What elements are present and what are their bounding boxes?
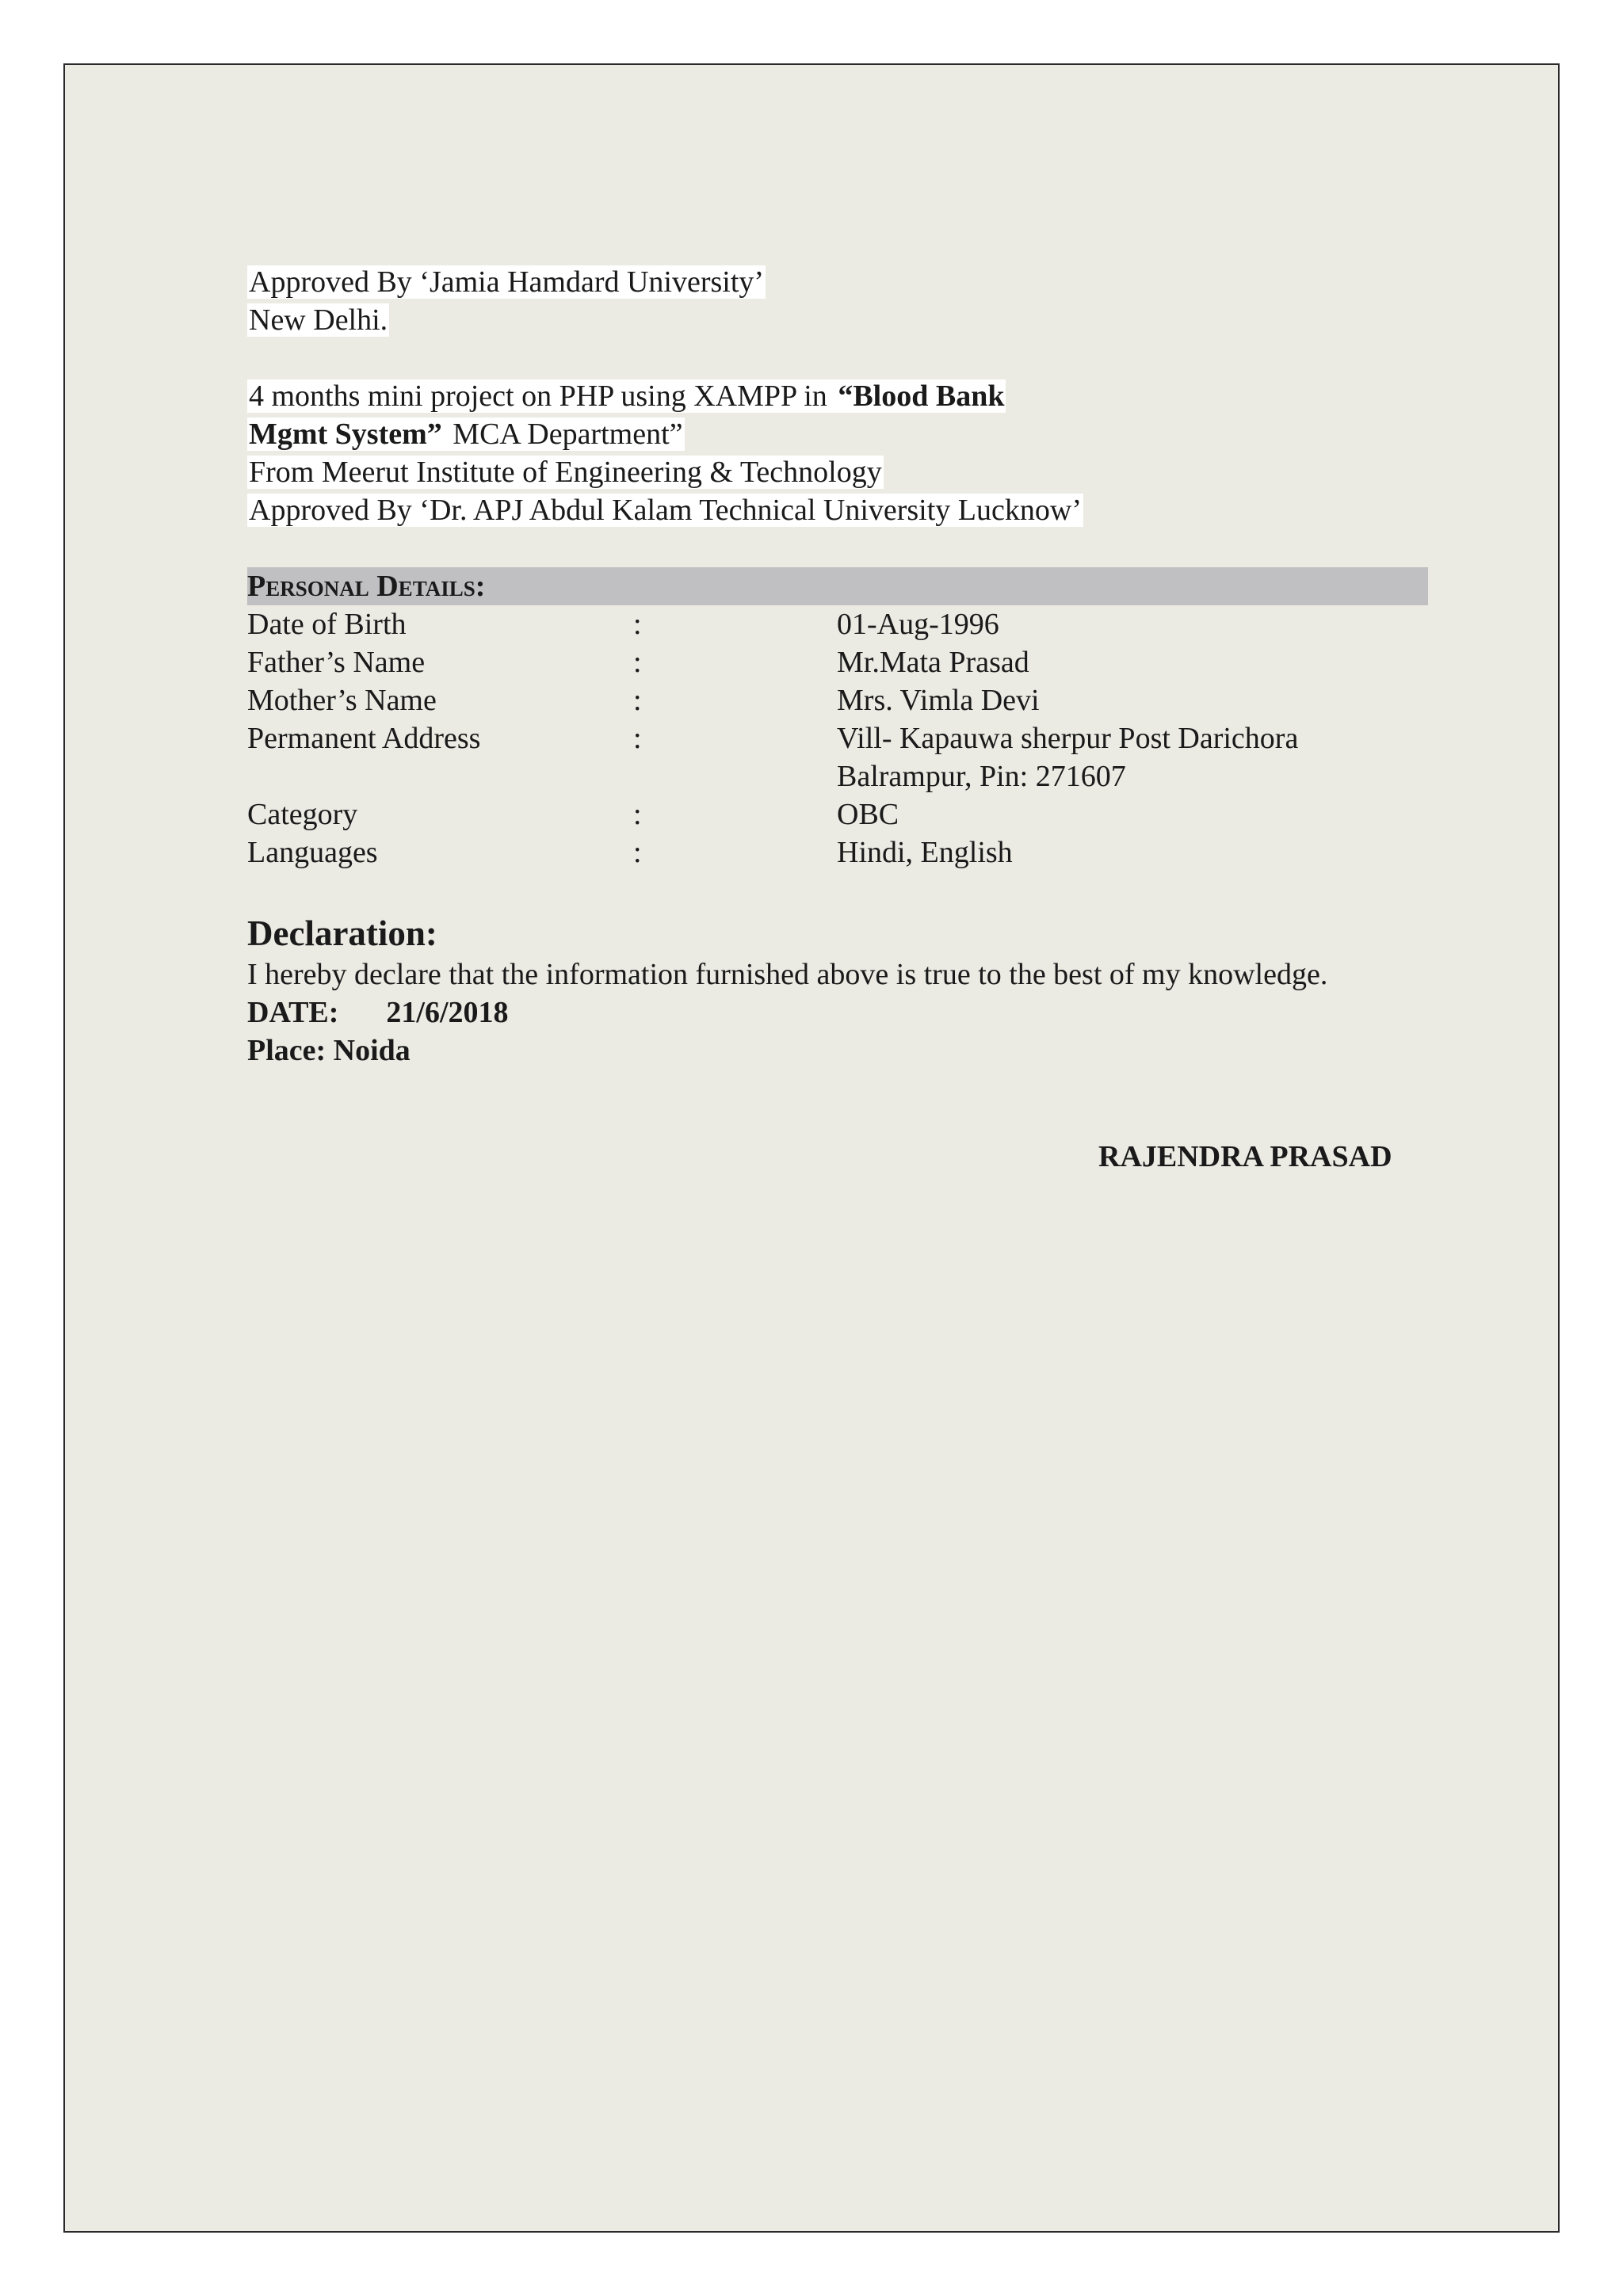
detail-row [247,719,1484,757]
declaration-text: I hereby declare that the information furnished above is true to the best of my knowledge. [247,958,1328,991]
declaration-place: Place: Noida [247,1034,411,1067]
detail-row [247,757,1484,795]
detail-value: Mrs. Vimla Devi [837,684,1040,717]
date-label: DATE: [247,996,339,1029]
project-approval: Approved By ‘Dr. APJ Abdul Kalam Technical University Lucknow’ [249,494,1082,527]
project-department: MCA Department” [445,418,683,451]
detail-colon: : [633,646,642,679]
project-description: 4 months mini project on PHP using XAMPP in [249,379,835,413]
detail-colon: : [633,608,642,641]
detail-colon: : [633,798,642,831]
date-value: 21/6/2018 [386,996,509,1029]
detail-value: Hindi, English [837,836,1013,869]
personal-details-header: Personal Details: [247,567,1428,605]
detail-value: Balrampur, Pin: 271607 [837,760,1126,793]
detail-row [247,795,1484,833]
detail-value: 01-Aug-1996 [837,608,999,641]
detail-label: Father’s Name [247,646,426,679]
detail-value: OBC [837,798,899,831]
resume-page [63,63,1560,2233]
page-content [247,263,1484,1070]
detail-value: Vill- Kapauwa sherpur Post Darichora [837,722,1299,755]
detail-label: Mother’s Name [247,684,437,717]
declaration-title: Declaration: [247,913,437,953]
detail-row [247,833,1484,871]
detail-row [247,605,1484,643]
detail-colon: : [633,722,642,755]
detail-row [247,681,1484,719]
project-title-part1: “Blood Bank [838,379,1005,413]
education-location-line: New Delhi. [249,303,388,337]
detail-row [247,643,1484,681]
project-title-part2: Mgmt System” [249,418,442,451]
detail-colon: : [633,684,642,717]
detail-label: Category [247,798,358,831]
detail-label: Date of Birth [247,608,407,641]
detail-colon: : [633,836,642,869]
declaration-date [247,994,1484,1032]
detail-value: Mr.Mata Prasad [837,646,1029,679]
education-approval-line: Approved By ‘Jamia Hamdard University’ [249,265,765,299]
detail-label: Languages [247,836,378,869]
project-institute: From Meerut Institute of Engineering & Technology [249,456,882,489]
education-approval [247,263,1484,339]
personal-details-table [247,605,1484,871]
detail-label: Permanent Address [247,722,481,755]
signature-name: RAJENDRA PRASAD [1098,1140,1392,1173]
project-section [247,377,1484,529]
